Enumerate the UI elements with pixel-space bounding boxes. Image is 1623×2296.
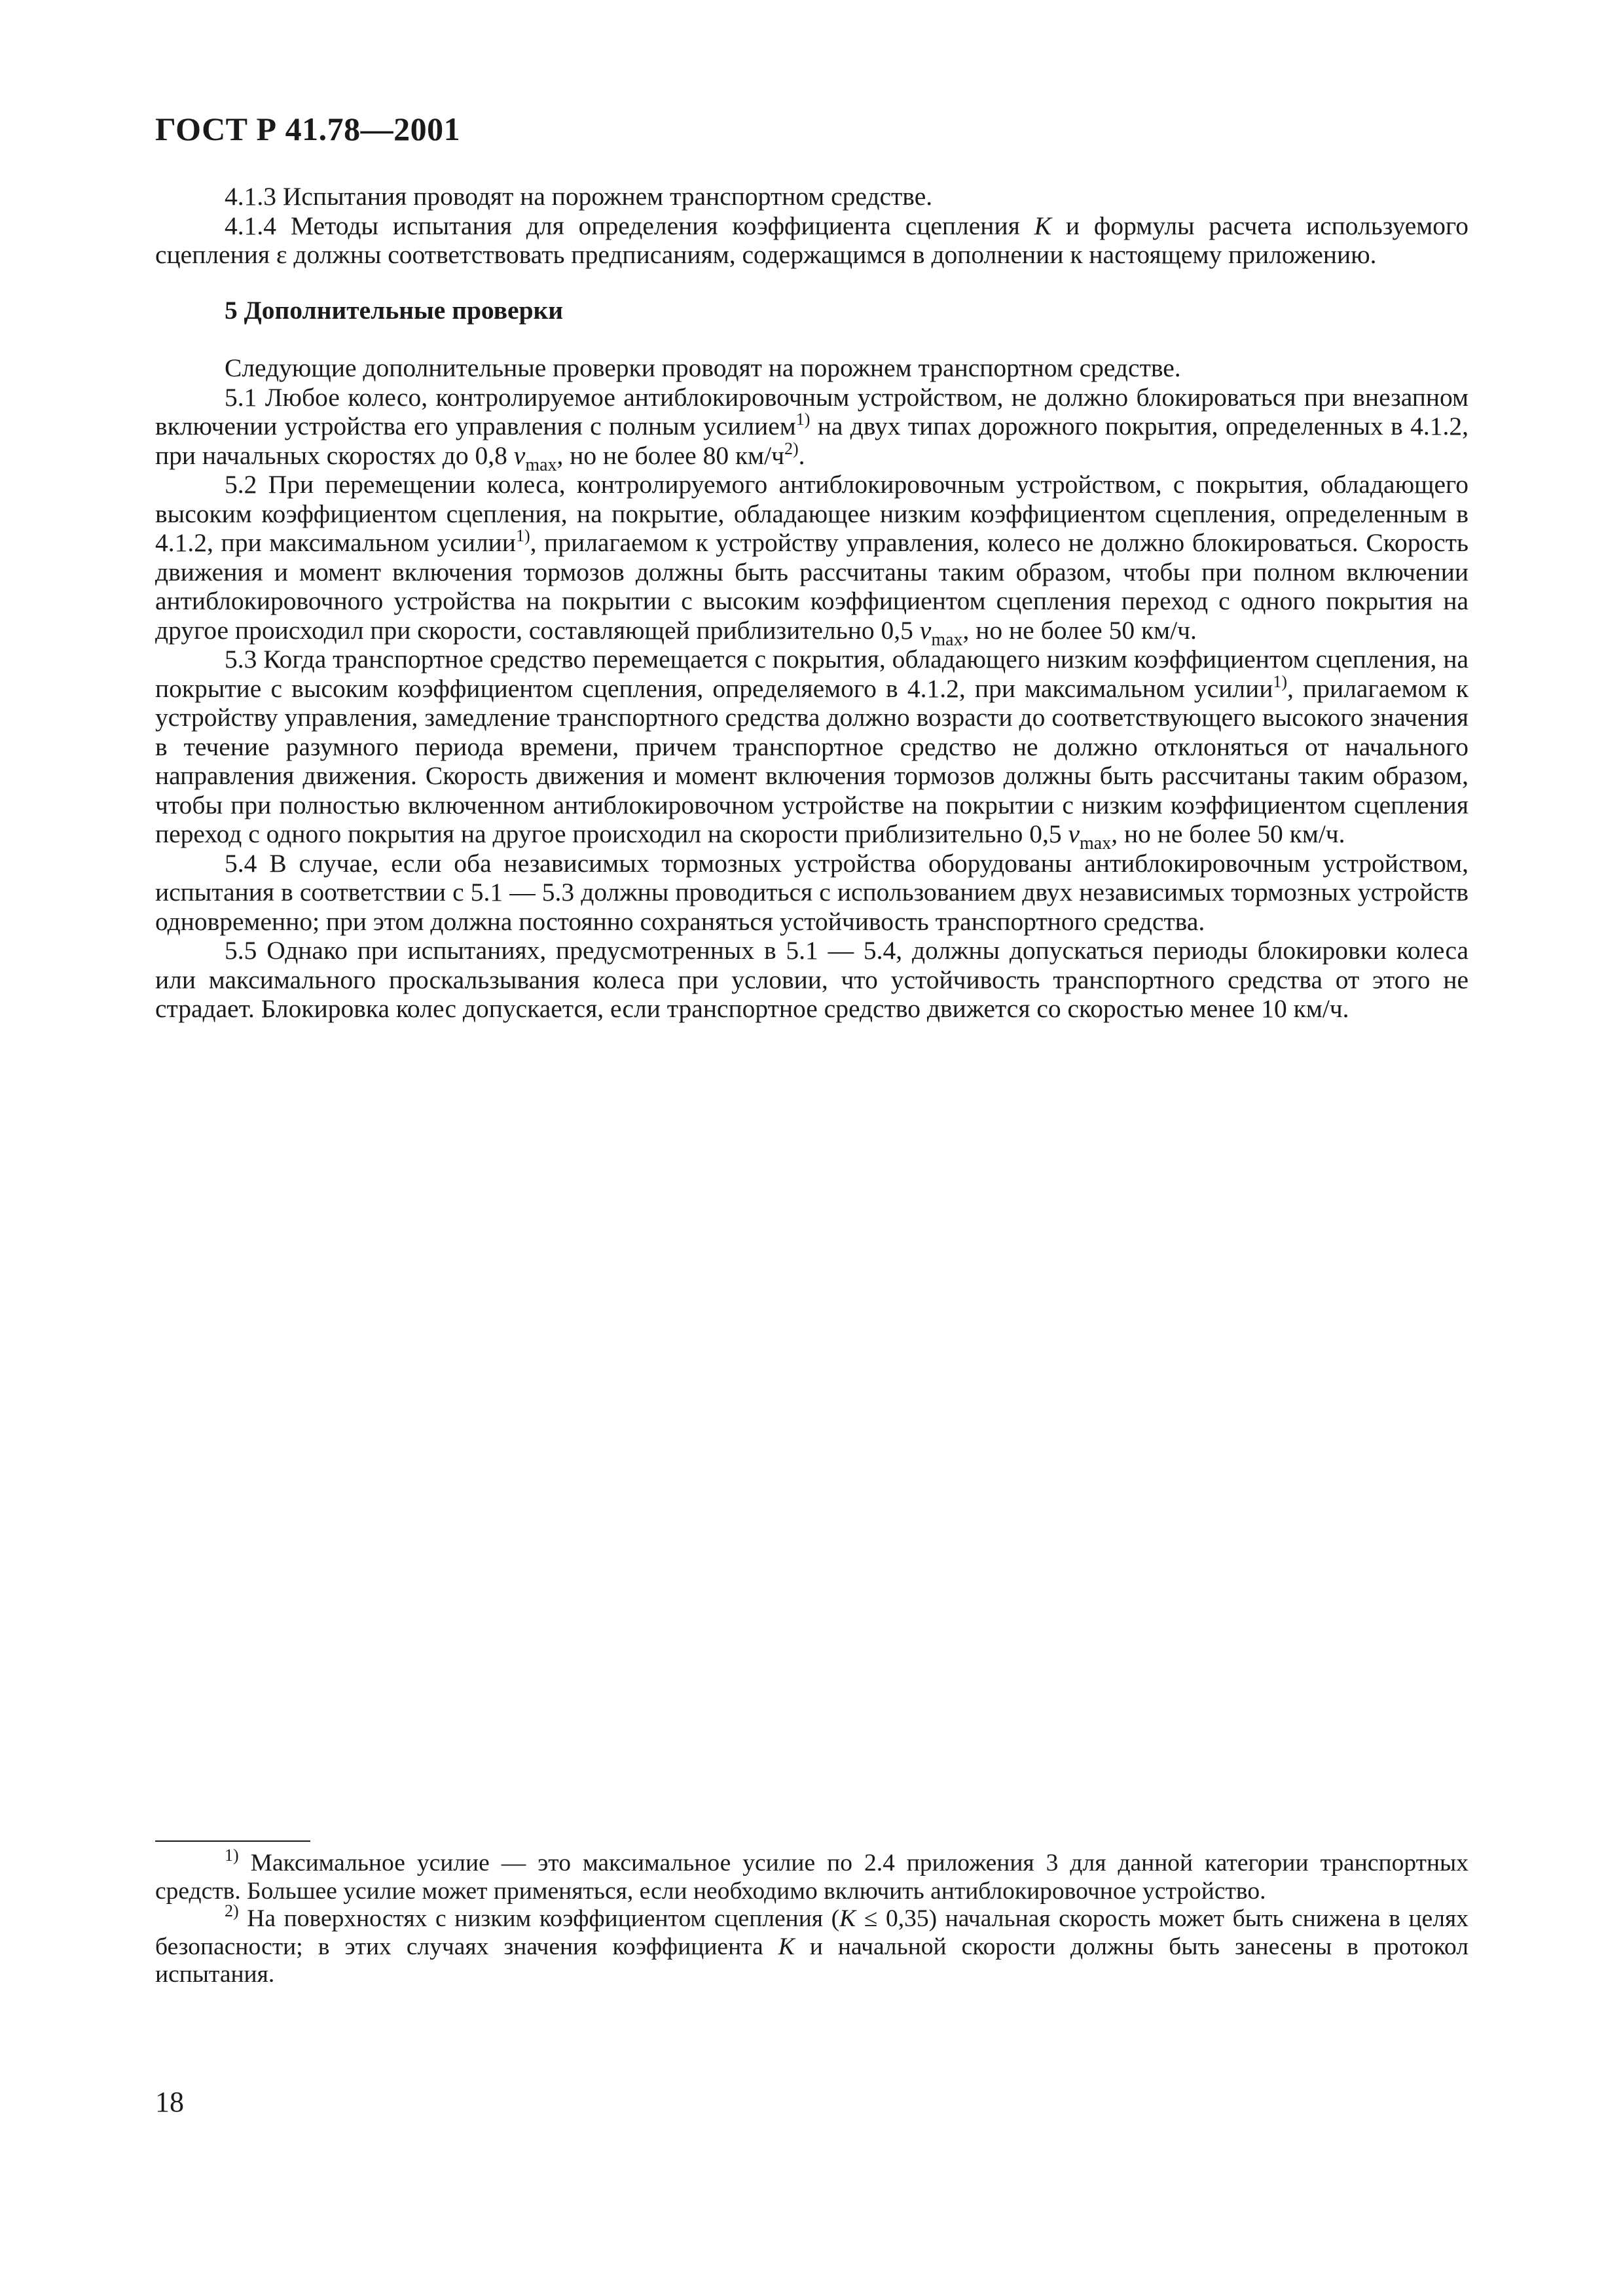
document-header: ГОСТ Р 41.78—2001 (155, 111, 461, 147)
paragraph-text: на двух типах дорожного покрытия, определенных в 4.1.2, при начальных скоростях до 0,8 (155, 412, 1468, 470)
paragraph-text: 5.1 Любое колесо, контролируемое антиблокировочным устройством, не должно блокироваться при внезапном включении устройства его управления с полным усилием (155, 382, 1468, 440)
section-5-intro: Следующие дополнительные проверки проводят на порожнем транспортном средстве. (225, 353, 1181, 382)
paragraph-text: . (798, 440, 805, 470)
speed-symbol: v (1068, 819, 1080, 848)
section-5-heading: 5 Дополнительные проверки (225, 295, 564, 325)
paragraph-5-4: 5.4 В случае, если оба независимых тормозных устройства оборудованы антиблокировочным устройством, испытания в соответствии с 5.1 — 5.3 должны проводиться с использованием двух независимых тормозных устройств одновременно; при этом должна постоянно сохраняться устойчивость транспортного средства. (155, 848, 1468, 936)
speed-subscript: max (525, 454, 557, 475)
paragraph-4-1-3: 4.1.3 Испытания проводят на порожнем транспортном средстве. (225, 182, 933, 211)
page-number: 18 (155, 2086, 184, 2118)
speed-subscript: max (931, 629, 963, 650)
footnote-1 (155, 1846, 1468, 1905)
footnote-ref: 1) (515, 526, 530, 545)
paragraph-text: , прилагаемом к устройству управления, замедление транспортного средства должно возрасти до соответствующего высокого значения в течение разумного периода времени, причем транспортное средство не должно отклоняться от начального направления движения. Скорость движения и момент включения тормозов должны быть рассчитаны таким образом, чтобы при полностью включенном антиблокировочном устройстве на покрытии с низким коэффициентом сцепления переход с одного покрытия на другое происходил на скорости приблизительно 0,5 (155, 673, 1469, 848)
footnote-ref: 1) (795, 410, 811, 429)
speed-subscript: max (1080, 833, 1112, 853)
paragraph-text: , но не более 80 км/ч (556, 440, 784, 470)
paragraph-text: 5.2 При перемещении колеса, контролируемого антиблокировочным устройством, с покрытия, обладающего высоким коэффициентом сцепления, на покрытие, обладающее низким коэффициентом сцепления, определенным в 4.1.2, при максимальном усилии (155, 470, 1468, 557)
paragraph-text: , прилагаемом к устройству управления, колесо не должно блокироваться. Скорость движения и момент включения тормозов должны быть рассчитаны таким образом, чтобы при полном включении антиблокировочного устройства на покрытии с высоким коэффициентом сцепления переход с одного покрытия на другое происходил при скорости, составляющей приблизительно 0,5 (155, 528, 1468, 645)
footnote-text: и начальной скорости должны быть занесены в протокол испытания. (155, 1933, 1468, 1988)
paragraph-4-1-4 (155, 211, 1468, 270)
paragraph-text: , но не более 50 км/ч. (962, 615, 1197, 645)
footnotes (155, 1846, 1468, 1989)
footnote-mark: 1) (225, 1846, 239, 1865)
coefficient-k: K (1034, 211, 1051, 240)
paragraph-text: 4.1.4 Методы испытания для определения коэффициента сцепления (225, 211, 1034, 240)
footnote-text: На поверхностях с низким коэффициентом сцепления ( (238, 1905, 840, 1932)
footnote-text: ≤ 0,35) начальная скорость может быть снижена в целях безопасности; в этих случаях значения коэффициента (155, 1905, 1468, 1960)
footnote-2 (155, 1901, 1468, 1989)
paragraph-5-3 (155, 645, 1469, 853)
paragraph-text: 5.3 Когда транспортное средство перемещается с покрытия, обладающего низким коэффициентом сцепления, на покрытие с высоким коэффициентом сцепления, определяемого в 4.1.2, при максимальном усилии (155, 645, 1468, 703)
footnote-text: Максимальное усилие — это максимальное усилие по 2.4 приложения 3 для данной категории транспортных средств. Большее усилие может применяться, если необходимо включить антиблокировочное устройство. (155, 1850, 1468, 1905)
footnote-separator (155, 1840, 310, 1842)
coefficient-k: K (839, 1905, 856, 1932)
paragraph-5-2 (155, 470, 1468, 650)
coefficient-k: K (778, 1933, 795, 1960)
paragraph-5-5: 5.5 Однако при испытаниях, предусмотренных в 5.1 — 5.4, должны допускаться периоды блокировки колеса или максимального проскальзывания колеса при условии, что устойчивость транспортного средства от этого не страдает. Блокировка колес допускается, если транспортное средство движется со скоростью менее 10 км/ч. (155, 936, 1468, 1023)
paragraph-text: , но не более 50 км/ч. (1111, 819, 1345, 848)
paragraph-text: и формулы расчета используемого сцепления ε должны соответствовать предписаниям, содержащимся в дополнении к настоящему приложению. (155, 211, 1468, 269)
speed-symbol: v (919, 615, 932, 645)
footnote-ref: 2) (784, 439, 799, 458)
paragraph-5-1 (155, 382, 1468, 475)
speed-symbol: v (513, 440, 526, 470)
footnote-mark: 2) (225, 1901, 239, 1920)
footnote-ref: 1) (1273, 672, 1288, 691)
document-body (155, 182, 1468, 1024)
